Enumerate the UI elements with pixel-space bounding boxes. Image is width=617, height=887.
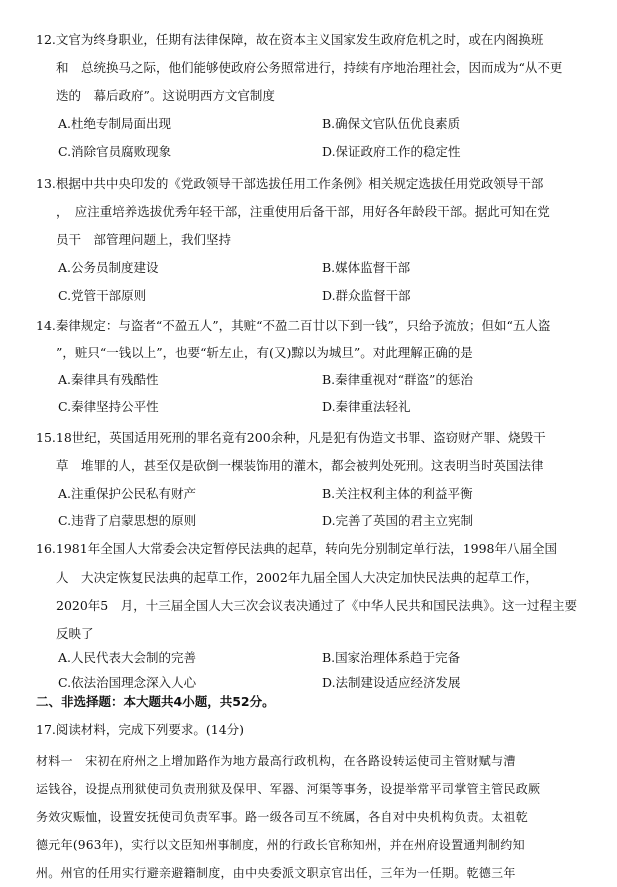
- q14-stem-line2: ”，赃只“一钱以上”，也要“斩左止，有(又)黥以为城旦”。对此理解正确的是: [56, 345, 473, 360]
- q12-option-c: C.消除官员腐败现象: [58, 144, 172, 159]
- q13-stem-line1: 13.根据中共中央印发的《党政领导干部选拔任用工作条例》相关规定选拔任用党政领导干部: [36, 176, 544, 191]
- q15-option-c: C.违背了启蒙思想的原则: [58, 513, 197, 528]
- q12-option-b: B.确保文官队伍优良素质: [322, 116, 461, 131]
- q16-option-a: A.人民代表大会制的完善: [58, 650, 197, 665]
- q17-stem: 17.阅读材料，完成下列要求。(14分): [36, 722, 245, 737]
- q15-option-d: D.完善了英国的君主立宪制: [322, 513, 474, 528]
- q13-option-c: C.党管干部原则: [58, 288, 147, 303]
- q13-stem-line3: 员干 部管理问题上，我们坚持: [56, 232, 232, 247]
- q12-option-a: A.杜绝专制局面出现: [58, 116, 172, 131]
- q15-stem-line2: 草 堆罪的人，甚至仅是砍倒一棵装饰用的灌木，都会被判处死刑。这表明当时英国法律: [56, 458, 544, 473]
- q15-option-b: B.关注权利主体的利益平衡: [322, 486, 473, 501]
- q13-option-b: B.媒体监督干部: [322, 260, 411, 275]
- q16-stem-line3: 2020年5 月，十三届全国人大三次会议表决通过了《中华人民共和国民法典》。这一过程主要: [56, 598, 578, 613]
- q15-option-a: A.注重保护公民私有财产: [58, 486, 197, 501]
- q16-stem-line4: 反映了: [56, 626, 94, 641]
- q13-stem-line2: ， 应注重培养选拔优秀年轻干部，注重使用后备干部，用好各年龄段干部。据此可知在党: [56, 204, 550, 219]
- q14-option-c: C.秦律坚持公平性: [58, 399, 159, 414]
- section-heading-nonchoice: 二、非选择题：本大题共4小题，共52分。: [36, 694, 275, 709]
- q16-option-d: D.法制建设适应经济发展: [322, 675, 461, 690]
- q15-stem-line1: 15.18世纪，英国适用死刑的罪名竟有200余种，凡是犯有伪造文书罪、盗窃财产罪、烧毁干: [36, 430, 546, 445]
- q14-option-a: A.秦律具有残酷性: [58, 372, 159, 387]
- q16-option-c: C.依法治国理念深入人心: [58, 675, 197, 690]
- q13-option-a: A.公务员制度建设: [58, 260, 159, 275]
- q12-stem-line1: 12.文官为终身职业，任期有法律保障，故在资本主义国家发生政府危机之时，或在内阁换班: [36, 32, 544, 47]
- q12-option-d: D.保证政府工作的稳定性: [322, 144, 461, 159]
- q17-material-line2: 运钱谷，设提点刑狱使司负责刑狱及保甲、军器、河渠等事务，设提举常平司掌管主管民政厥: [36, 782, 541, 796]
- q12-stem-line3: 迭的 幕后政府”。这说明西方文官制度: [56, 88, 275, 103]
- q16-option-b: B.国家治理体系趋于完备: [322, 650, 461, 665]
- q16-stem-line1: 16.1981年全国人大常委会决定暂停民法典的起草，转向先分别制定单行法，1998年八届全国: [36, 541, 558, 556]
- q17-material-line1: 材料一 宋初在府州之上增加路作为地方最高行政机构，在各路设转运使司主管财赋与漕: [36, 754, 516, 768]
- q12-stem-line2: 和 总统换马之际，他们能够使政府公务照常进行，持续有序地治理社会，因而成为“从不更: [56, 60, 563, 75]
- q13-option-d: D.群众监督干部: [322, 288, 411, 303]
- q14-option-b: B.秦律重视对“群盗”的惩治: [322, 372, 473, 387]
- q17-material-line5: 州。州官的任用实行避亲避籍制度，由中央委派文职京官出任，三年为一任期。乾德三年: [36, 866, 516, 880]
- q16-stem-line2: 人 大决定恢复民法典的起草工作，2002年九届全国人大决定加快民法典的起草工作，: [56, 570, 538, 585]
- q17-material-line4: 德元年(963年)，实行以文臣知州事制度，州的行政长官称知州，并在州府设置通判制约知: [36, 838, 525, 852]
- q14-option-d: D.秦律重法轻礼: [322, 399, 411, 414]
- q17-material-line3: 务效灾赈恤，设置安抚使司负责军事。路一级各司互不统属，各自对中央机构负责。太祖乾: [36, 810, 529, 824]
- q14-stem-line1: 14.秦律规定：与盗者“不盈五人”，其赃“不盈二百廿以下到一钱”，只给予流放；但如“五人盗: [36, 318, 551, 333]
